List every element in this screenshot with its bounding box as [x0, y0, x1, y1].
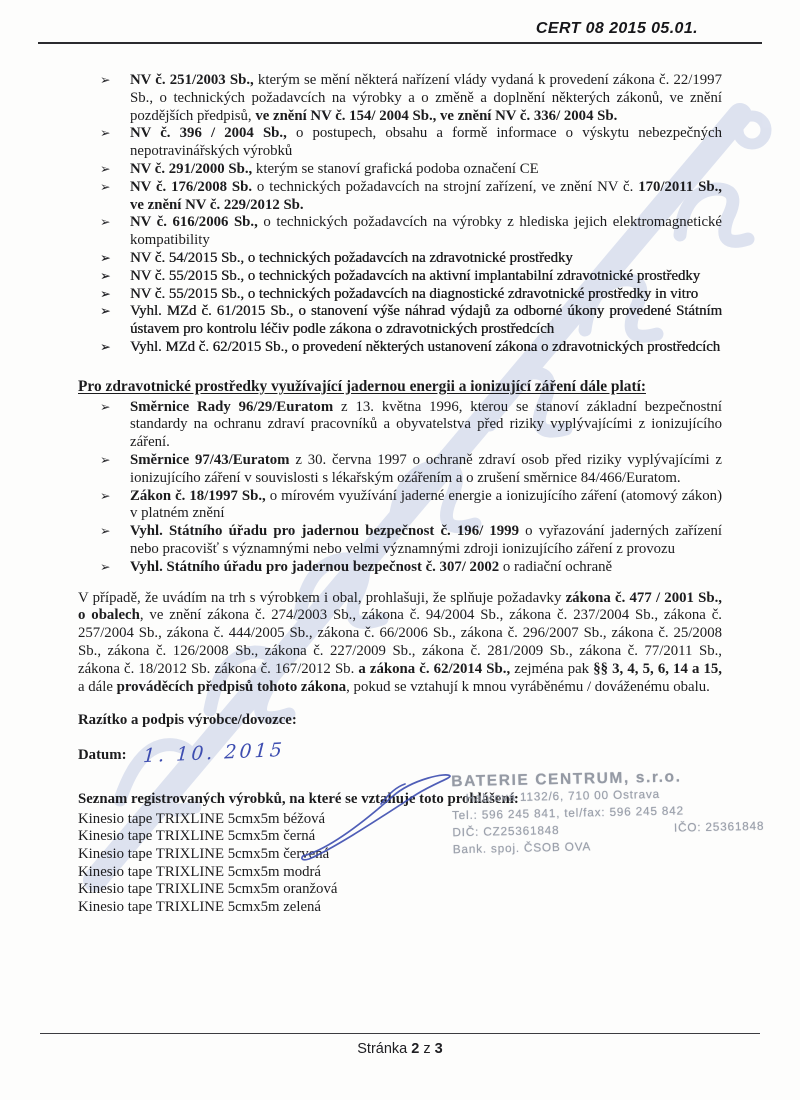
law-description: o technických požadavcích na výrobky z hlediska jejich elektromagnetické kompatibility [130, 214, 722, 249]
law-description: kterým se stanoví grafická podoba označení CE [252, 160, 539, 177]
list-item [78, 268, 722, 286]
product-item: Kinesio tape TRIXLINE 5cmx5m béžová [78, 810, 326, 827]
law-description: o technických požadavcích na aktivní implantabilní zdravotnické prostředky [244, 267, 701, 284]
law-description: o stanovení výše náhrad výdajů za odborné úkony provedené Státním ústavem pro kontrolu léčiv podle zákona o zdravotnických prostředcích [130, 303, 723, 338]
paragraph-text: , ve znění zákona č. 274/2003 Sb., zákona č. 94/2004 Sb., zákona č. 237/2004 Sb., zákona č. 257/2004 Sb., zákona č. 444/2005 Sb., zákona č. 66/2006 Sb., zákona č. 296/2007 Sb., zákona č. 25/2008 Sb., zákona č. 126/2008 Sb., zákona č. 227/2009 Sb., zákona č. 281/2009 Sb., zákona č. 77/2011 Sb., zákona č. 18/2012 Sb. zákona č. 167/2012 Sb. [78, 607, 722, 677]
paragraph-text: a dále [78, 678, 117, 695]
law-citation-tail: ve znění NV č. 154/ 2004 Sb., ve znění NV č. 336/ 2004 Sb. [255, 107, 618, 124]
product-item: Kinesio tape TRIXLINE 5cmx5m modrá [78, 863, 321, 880]
list-item [78, 488, 722, 524]
page-number: 2 [411, 1041, 420, 1057]
product-item: Kinesio tape TRIXLINE 5cmx5m červená [78, 846, 330, 863]
list-item [78, 286, 722, 304]
page-count: 3 [434, 1041, 443, 1057]
list-item [78, 125, 722, 161]
document-code: CERT 08 2015 05.01. [535, 20, 698, 37]
law-citation: NV č. 176/2008 Sb. [130, 178, 253, 195]
law-citation: NV č. 54/2015 Sb., [130, 249, 244, 266]
law-citation: NV č. 396 / 2004 Sb., [130, 125, 287, 142]
law-description: o technických požadavcích na zdravotnické prostředky [244, 249, 573, 266]
law-citation: NV č. 55/2015 Sb., [130, 267, 244, 284]
list-item [78, 214, 722, 250]
list-item [78, 161, 722, 179]
list-item [78, 250, 722, 268]
law-description: o provedení některých ustanovení zákona o zdravotnických prostředcích [287, 338, 721, 355]
product-item: Kinesio tape TRIXLINE 5cmx5m zelená [78, 898, 321, 915]
stamp-signature-label: Razítko a podpis výrobce/dovozce: [78, 712, 297, 729]
law-citation: Vyhl. MZd č. 62/2015 Sb., [130, 338, 288, 355]
list-item [78, 523, 722, 559]
law-citation: NV č. 616/2006 Sb., [130, 214, 258, 231]
law-citation: NV č. 55/2015 Sb., [130, 285, 244, 302]
law-description: o technických požadavcích na diagnostické zdravotnické prostředky in vitro [244, 285, 699, 302]
law-citation: NV č. 291/2000 Sb., [130, 160, 253, 177]
law-citation: NV č. 251/2003 Sb., [130, 72, 254, 88]
footer-text: z [419, 1041, 435, 1057]
stamp-ico: IČO: 25361848 [673, 818, 765, 835]
paragraph-bold: prováděcích předpisů tohoto zákona [116, 678, 347, 695]
law-description: kterým se mění některá nařízení vlády vydaná k provedení zákona č. 22/1997 Sb., o technických požadavcích na výrobky a o změně a doplnění některých zákonů, ve znění pozdějších předpisů, [130, 72, 722, 124]
law-citation: Směrnice Rady 96/29/Euratom [130, 398, 334, 415]
law-citation: Vyhl. MZd č. 61/2015 Sb., [130, 303, 294, 320]
list-item [78, 399, 722, 452]
page-footer [40, 1033, 760, 1059]
law-citation: Vyhl. Státního úřadu pro jadernou bezpečnost č. 307/ 2002 [130, 558, 500, 575]
law-citation: Zákon č. 18/1997 Sb., [130, 487, 266, 504]
footer-text: Stránka [357, 1041, 412, 1057]
section-heading: Pro zdravotnické prostředky využívající jadernou energii a ionizující záření dále platí: [78, 377, 646, 395]
list-item [78, 303, 722, 339]
date-label: Datum: [78, 747, 127, 764]
handwritten-date: 1. 10. 2015 [141, 738, 285, 768]
law-citation: Vyhl. Státního úřadu pro jadernou bezpečnost č. 196/ 1999 [130, 523, 519, 540]
law-description: z 13. května 1996, kterou se stanoví základní bezpečnostní standardy na ochranu zdraví pracovníků a obyvatelstva před riziky vyplývajícími z ionizujícího záření. [130, 398, 723, 451]
stamp-company-name: BATERIE CENTRUM, s.r.o. [451, 768, 682, 791]
law-description: z 30. června 1997 o ochraně zdraví osob před riziky vyplývajícími z ionizujícího záření v souvislosti s lékařským ozářením a o zrušení směrnice 84/466/Euratom. [130, 451, 722, 486]
stamp-bank: Bank. spoj. ČSOB OVA [452, 839, 592, 857]
list-item [78, 72, 722, 125]
law-description: o mírovém využívání jaderné energie a ionizujícího záření (atomový zákon) v platném znění [130, 487, 722, 522]
law-description: o technických požadavcích na strojní zařízení, ve znění NV č. [252, 178, 639, 195]
date-row [78, 738, 722, 771]
list-item [78, 452, 722, 488]
header-rule [38, 42, 762, 44]
law-description: o radiační ochraně [499, 558, 613, 575]
stamp-phone: Tel.: 596 245 841, tel/fax: 596 245 842 [451, 803, 685, 823]
handwritten-signature [295, 770, 455, 865]
stamp-dic: DIČ: CZ25361848 [452, 823, 560, 840]
company-stamp [451, 767, 765, 859]
paragraph-bold: a zákona č. 62/2014 Sb., [358, 660, 511, 677]
regulation-list-1 [78, 72, 722, 357]
stamp-address: Habrová 1132/6, 710 00 Ostrava [465, 786, 661, 805]
law-citation: Směrnice 97/43/Euratom [130, 451, 290, 468]
list-item [78, 179, 722, 215]
packaging-declaration-paragraph [78, 590, 722, 697]
paragraph-bold: §§ 3, 4, 5, 6, 14 a 15, [593, 660, 722, 677]
products-heading: Seznam registrovaných výrobků, na které se vztahuje toto prohlášení: [78, 791, 519, 808]
paragraph-bold: zákona č. 477 / 2001 Sb., o obalech [78, 589, 722, 624]
paragraph-text: V případě, že uvádím na trh s výrobkem i obal, prohlašuji, že splňuje požadavky [78, 589, 566, 606]
list-item [78, 339, 722, 357]
list-item [78, 559, 722, 577]
paragraph-text: , pokud se vztahují k mnou vyráběnému / dováženému obalu. [346, 678, 710, 695]
law-description: o vyřazování jaderných zařízení nebo pracovišť s významnými nebo velmi významnými zdroji ionizujícího záření z provozu [130, 523, 722, 557]
paragraph-text: zejména pak [510, 660, 594, 677]
regulation-list-2 [78, 399, 722, 577]
law-description: o postupech, obsahu a formě informace o výskytu nebezpečných nepotravinářských výrobků [130, 125, 722, 160]
law-citation-tail: 170/2011 Sb., ve znění NV č. 229/2012 Sb. [130, 178, 723, 213]
product-item: Kinesio tape TRIXLINE 5cmx5m černá [78, 828, 316, 845]
product-item: Kinesio tape TRIXLINE 5cmx5m oranžová [78, 881, 338, 898]
